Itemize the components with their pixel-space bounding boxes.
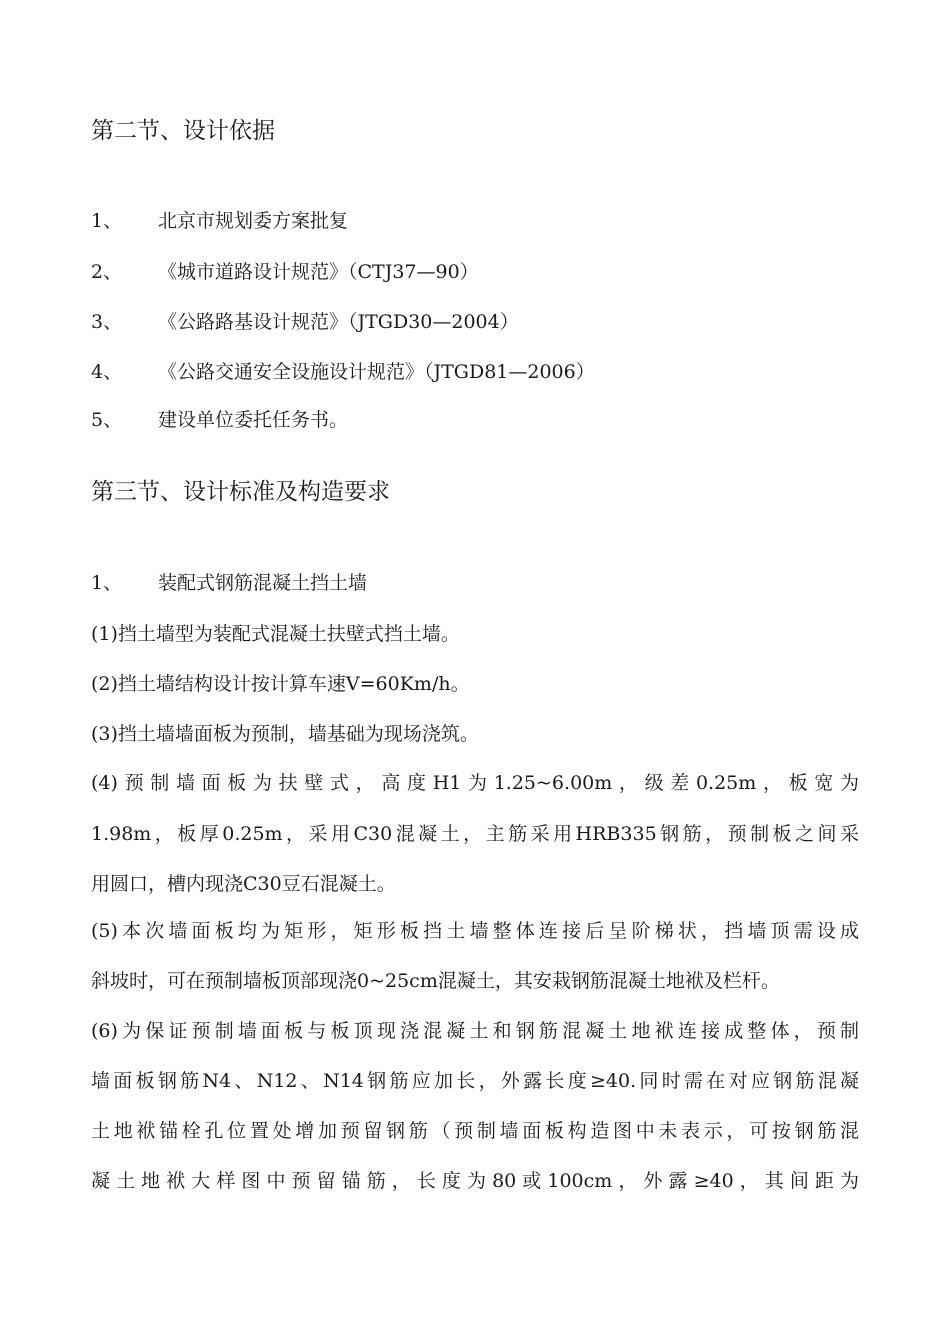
paragraph-5-line: (5)本次墙面板均为矩形，矩形板挡土墙整体连接后呈阶梯状，挡墙顶需设成 [91, 920, 859, 942]
paragraph-6-line: 土地袱锚栓孔位置处增加预留钢筋（预制墙面板构造图中未表示，可按钢筋混 [91, 1120, 859, 1142]
section2-item-4 [91, 359, 595, 385]
paragraph-4-line: (4)预制墙面板为扶壁式，高度H1为1.25~6.00m，级差0.25m，板宽为 [91, 772, 859, 794]
section2-title: 第二节、设计依据 [91, 118, 275, 144]
section3-item-1 [91, 570, 367, 596]
paragraph-6-line: (6)为保证预制墙面板与板顶现浇混凝土和钢筋混凝土地袱连接成整体，预制 [91, 1020, 859, 1042]
paragraph-2: (2)挡土墙结构设计按计算车速V=60Km/h。 [91, 673, 470, 695]
item-text: 《公路交通安全设施设计规范》（JTGD81—2006） [158, 361, 595, 383]
item-text: 建设单位委托任务书。 [158, 409, 349, 431]
item-text: 北京市规划委方案批复 [158, 210, 349, 232]
paragraph-4-line: 用圆口，槽内现浇C30豆石混凝土。 [91, 873, 396, 895]
section2-item-5 [91, 407, 348, 433]
section3-title: 第三节、设计标准及构造要求 [91, 479, 390, 505]
item-number: 1、 [91, 572, 123, 594]
section2-item-1 [91, 208, 348, 234]
item-number: 3、 [91, 311, 123, 333]
section2-item-2 [91, 259, 479, 285]
paragraph-6-line: 墙面板钢筋N4、N12、N14钢筋应加长，外露长度≥40.同时需在对应钢筋混凝 [91, 1070, 859, 1092]
paragraph-3: (3)挡土墙墙面板为预制，墙基础为现场浇筑。 [91, 723, 479, 745]
item-number: 4、 [91, 361, 123, 383]
paragraph-1: (1)挡土墙型为装配式混凝土扶壁式挡土墙。 [91, 623, 460, 645]
item-number: 5、 [91, 409, 123, 431]
paragraph-6-line: 凝土地袱大样图中预留锚筋，长度为80或100cm，外露≥40，其间距为 [91, 1170, 859, 1192]
paragraph-4-line: 1.98m，板厚0.25m，采用C30混凝土，主筋采用HRB335钢筋，预制板之间采 [91, 823, 859, 845]
section2-item-3 [91, 309, 519, 335]
item-text: 装配式钢筋混凝土挡土墙 [158, 572, 368, 594]
paragraph-5-line: 斜坡时，可在预制墙板顶部现浇0~25cm混凝土，其安栽钢筋混凝土地袱及栏杆。 [91, 970, 780, 992]
item-text: 《城市道路设计规范》（CTJ37—90） [158, 261, 479, 283]
item-number: 1、 [91, 210, 123, 232]
item-number: 2、 [91, 261, 123, 283]
item-text: 《公路路基设计规范》（JTGD30—2004） [158, 311, 519, 333]
